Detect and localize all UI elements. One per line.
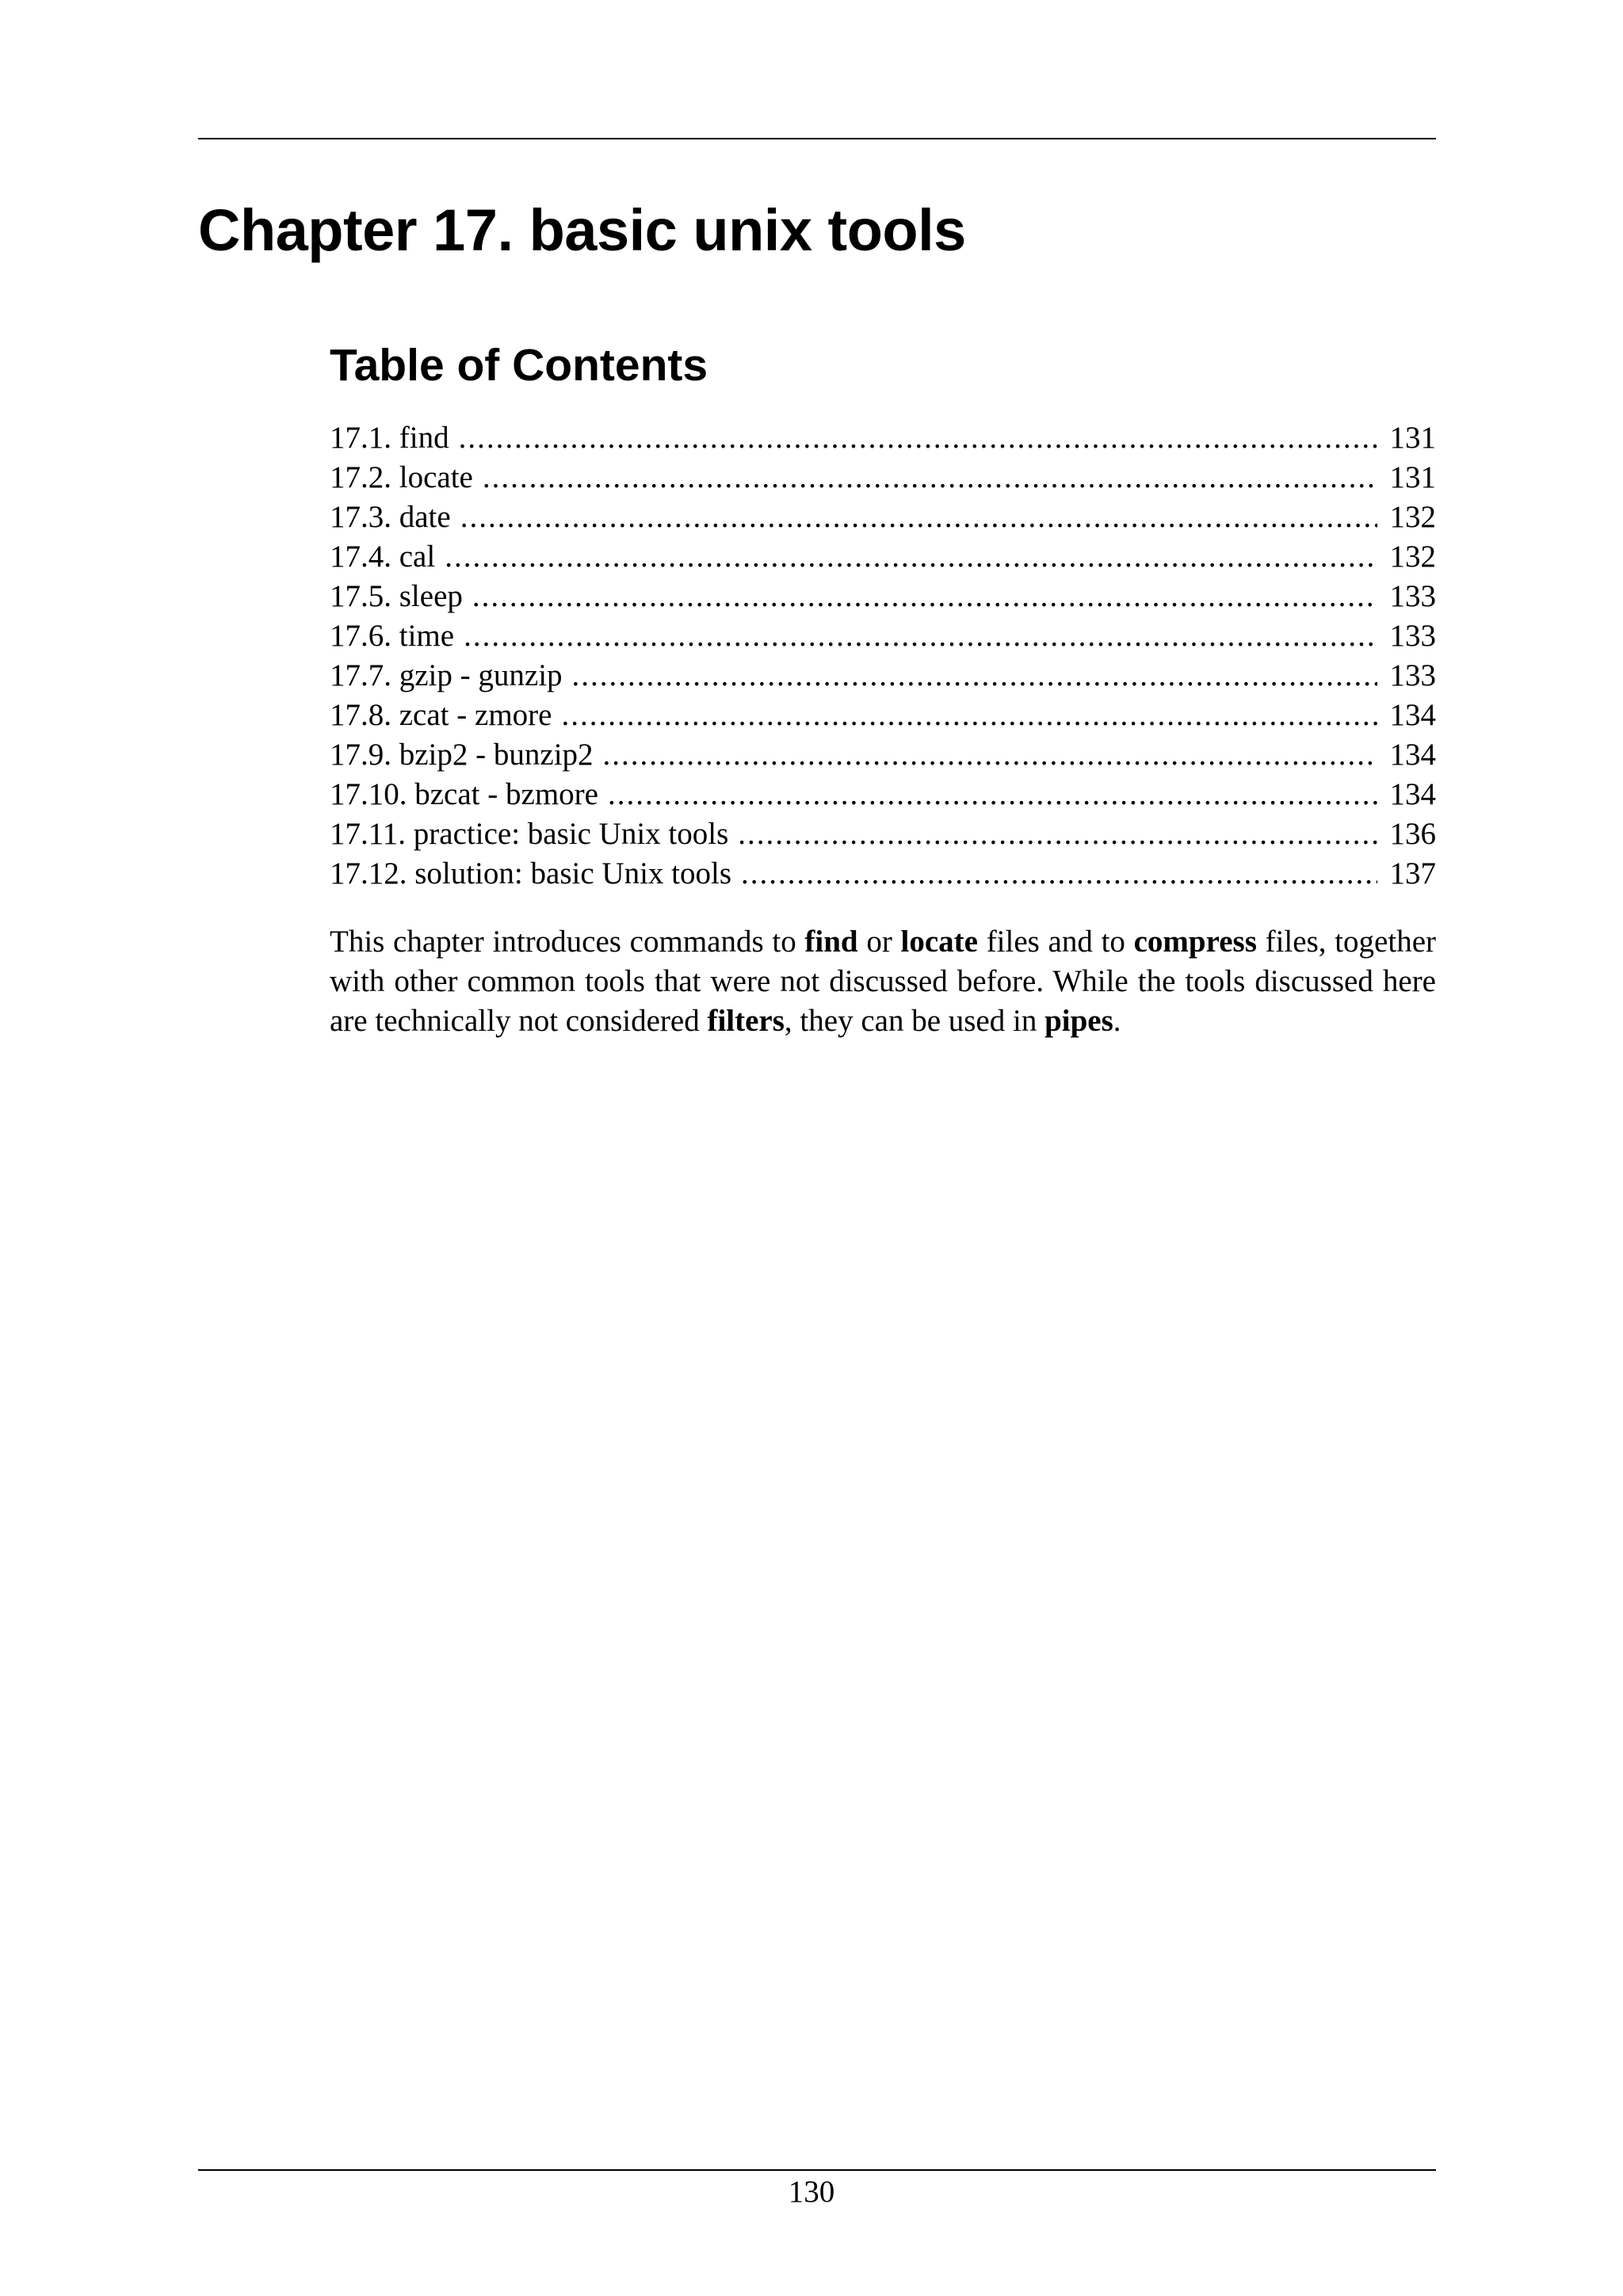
term-locate: locate bbox=[900, 925, 978, 959]
toc-dot-leader bbox=[741, 854, 1377, 894]
toc-entry-gzip-gunzip[interactable] bbox=[330, 656, 1436, 696]
term-compress: compress bbox=[1133, 925, 1257, 959]
header-rule bbox=[198, 138, 1436, 139]
term-pipes: pipes bbox=[1044, 1004, 1113, 1038]
toc-entry-solution[interactable] bbox=[330, 854, 1436, 894]
intro-paragraph bbox=[330, 922, 1436, 1041]
toc-dot-leader bbox=[483, 458, 1377, 498]
toc-entry-cal[interactable] bbox=[330, 537, 1436, 577]
toc-entry-zcat-zmore[interactable] bbox=[330, 696, 1436, 735]
toc-entry-page[interactable]: 136 bbox=[1389, 817, 1436, 851]
intro-text: files and to bbox=[977, 925, 1134, 959]
toc-dot-leader bbox=[603, 735, 1377, 775]
footer-rule bbox=[198, 2169, 1436, 2171]
term-find: find bbox=[804, 925, 858, 959]
toc-entry-practice[interactable] bbox=[330, 814, 1436, 854]
toc-entry-page[interactable]: 131 bbox=[1389, 421, 1436, 455]
toc-dot-leader bbox=[472, 577, 1377, 616]
toc-entry-label[interactable]: 17.1. find bbox=[330, 421, 449, 455]
term-filters: filters bbox=[707, 1004, 785, 1038]
toc-dot-leader bbox=[561, 696, 1377, 735]
toc-dot-leader bbox=[608, 775, 1377, 814]
toc-entry-label[interactable]: 17.9. bzip2 - bunzip2 bbox=[330, 738, 594, 772]
toc-entry-label[interactable]: 17.8. zcat - zmore bbox=[330, 698, 552, 732]
toc-entry-page[interactable]: 137 bbox=[1389, 856, 1436, 891]
toc-dot-leader bbox=[445, 537, 1377, 577]
toc-entry-label[interactable]: 17.7. gzip - gunzip bbox=[330, 658, 563, 692]
intro-text: This chapter introduces commands to bbox=[330, 925, 805, 959]
toc-entry-page[interactable]: 132 bbox=[1389, 540, 1436, 574]
toc-entry-page[interactable]: 134 bbox=[1389, 698, 1436, 732]
toc-entry-label[interactable]: 17.11. practice: basic Unix tools bbox=[330, 817, 729, 851]
chapter-title: Chapter 17. basic unix tools bbox=[198, 197, 966, 263]
toc-entry-label[interactable]: 17.3. date bbox=[330, 500, 451, 534]
toc-entry-page[interactable]: 132 bbox=[1389, 500, 1436, 534]
intro-text: . bbox=[1113, 1004, 1121, 1038]
toc-entry-bzcat-bzmore[interactable] bbox=[330, 775, 1436, 814]
table-of-contents bbox=[330, 418, 1436, 894]
toc-entry-find[interactable] bbox=[330, 418, 1436, 458]
toc-entry-locate[interactable] bbox=[330, 458, 1436, 498]
toc-entry-page[interactable]: 133 bbox=[1389, 619, 1436, 653]
toc-entry-page[interactable]: 133 bbox=[1389, 658, 1436, 692]
toc-entry-time[interactable] bbox=[330, 616, 1436, 656]
toc-dot-leader bbox=[572, 656, 1377, 696]
toc-entry-label[interactable]: 17.5. sleep bbox=[330, 579, 463, 613]
toc-dot-leader bbox=[738, 814, 1377, 854]
intro-text: or bbox=[857, 925, 901, 959]
toc-entry-label[interactable]: 17.10. bzcat - bzmore bbox=[330, 777, 598, 811]
intro-text: , they can be used in bbox=[784, 1004, 1045, 1038]
intro-text: files, together with other common tools that were not discussed before. While the tools discussed here are technically not considered bbox=[330, 925, 1436, 1038]
toc-entry-page[interactable]: 134 bbox=[1389, 738, 1436, 772]
toc-dot-leader bbox=[460, 498, 1377, 537]
toc-entry-label[interactable]: 17.4. cal bbox=[330, 540, 436, 574]
toc-entry-label[interactable]: 17.2. locate bbox=[330, 460, 473, 494]
toc-entry-label[interactable]: 17.12. solution: basic Unix tools bbox=[330, 856, 731, 891]
toc-entry-page[interactable]: 134 bbox=[1389, 777, 1436, 811]
toc-dot-leader bbox=[459, 418, 1377, 458]
toc-title: Table of Contents bbox=[330, 340, 708, 391]
toc-dot-leader bbox=[464, 616, 1377, 656]
toc-entry-sleep[interactable] bbox=[330, 577, 1436, 616]
toc-entry-page[interactable]: 131 bbox=[1389, 460, 1436, 494]
toc-entry-page[interactable]: 133 bbox=[1389, 579, 1436, 613]
page-number: 130 bbox=[788, 2175, 835, 2209]
toc-entry-bzip2-bunzip2[interactable] bbox=[330, 735, 1436, 775]
toc-entry-date[interactable] bbox=[330, 498, 1436, 537]
toc-entry-label[interactable]: 17.6. time bbox=[330, 619, 455, 653]
